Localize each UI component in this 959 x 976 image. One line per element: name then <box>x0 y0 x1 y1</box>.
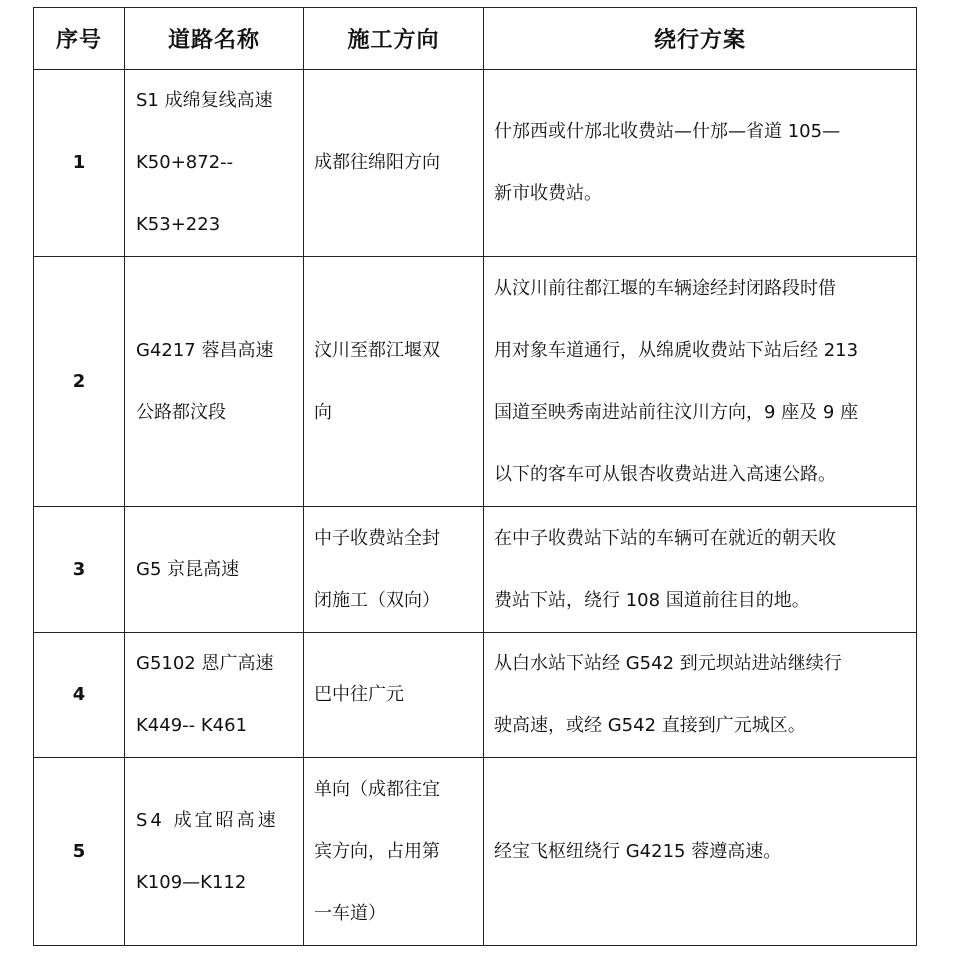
table-row <box>34 257 917 507</box>
plan-line: 国道至映秀南进站前往汶川方向，9 座及 9 座 <box>494 401 859 423</box>
header-construction-direction: 施工方向 <box>304 8 484 70</box>
header-road-name: 道路名称 <box>125 8 304 70</box>
detour-plan-cell <box>484 507 917 633</box>
plan-line: 什邡西或什邡北收费站—什邡—省道 105— <box>494 121 841 142</box>
direction-line: 成都往绵阳方向 <box>314 152 440 173</box>
road-name-cell <box>125 257 304 507</box>
detour-plan-cell <box>484 257 917 507</box>
table-row <box>34 758 917 946</box>
direction-cell <box>304 758 484 946</box>
road-name-line: G4217 蓉昌高速 <box>136 339 274 361</box>
plan-line: 用对象车道通行，从绵虒收费站下站后经 213 <box>494 339 859 361</box>
row-number: 3 <box>34 507 125 633</box>
road-name-line: K449-- K461 <box>136 715 248 736</box>
header-no: 序号 <box>34 8 125 70</box>
row-number: 2 <box>34 257 125 507</box>
direction-line: 汶川至都江堰双 <box>314 339 440 361</box>
plan-line: 从汶川前往都江堰的车辆途经封闭路段时借 <box>494 277 836 299</box>
plan-line: 驶高速，或经 G542 直接到广元城区。 <box>494 715 806 736</box>
road-name-line: G5 京昆高速 <box>136 558 240 580</box>
road-name-cell <box>125 70 304 257</box>
row-number: 4 <box>34 633 125 758</box>
row-number: 1 <box>34 70 125 257</box>
header-row <box>34 8 917 70</box>
road-name-line: S4 成宜昭高速 <box>136 809 279 831</box>
plan-line: 费站下站，绕行 108 国道前往目的地。 <box>494 589 810 611</box>
road-name-cell <box>125 758 304 946</box>
detour-plan-cell <box>484 758 917 946</box>
direction-line: 一车道） <box>314 902 386 924</box>
road-name-line: K53+223 <box>136 214 221 235</box>
road-name-line: K50+872-- <box>136 152 234 173</box>
direction-line: 单向（成都往宜 <box>314 778 440 800</box>
detour-plan-cell <box>484 70 917 257</box>
detour-plan-cell <box>484 633 917 758</box>
road-name-cell <box>125 633 304 758</box>
plan-line: 在中子收费站下站的车辆可在就近的朝天收 <box>494 527 836 549</box>
header-detour-plan: 绕行方案 <box>484 8 917 70</box>
row-number: 5 <box>34 758 125 946</box>
road-name-cell <box>125 507 304 633</box>
plan-line: 新市收费站。 <box>494 183 602 204</box>
detour-table <box>33 7 917 946</box>
plan-line: 经宝飞枢纽绕行 G4215 蓉遵高速。 <box>494 840 782 862</box>
direction-cell <box>304 257 484 507</box>
direction-cell <box>304 507 484 633</box>
table-row <box>34 70 917 257</box>
road-name-line: 公路都汶段 <box>136 401 226 423</box>
direction-cell <box>304 633 484 758</box>
direction-line: 宾方向，占用第 <box>314 840 440 862</box>
direction-cell <box>304 70 484 257</box>
direction-line: 向 <box>314 401 332 423</box>
road-name-line: S1 成绵复线高速 <box>136 90 273 111</box>
plan-line: 以下的客车可从银杏收费站进入高速公路。 <box>494 463 836 485</box>
direction-line: 巴中往广元 <box>314 684 404 705</box>
table-row <box>34 633 917 758</box>
table-row <box>34 507 917 633</box>
plan-line: 从白水站下站经 G542 到元坝站进站继续行 <box>494 653 842 674</box>
road-name-line: G5102 恩广高速 <box>136 653 274 674</box>
direction-line: 闭施工（双向） <box>314 589 440 611</box>
direction-line: 中子收费站全封 <box>314 527 440 549</box>
road-name-line: K109—K112 <box>136 871 247 893</box>
